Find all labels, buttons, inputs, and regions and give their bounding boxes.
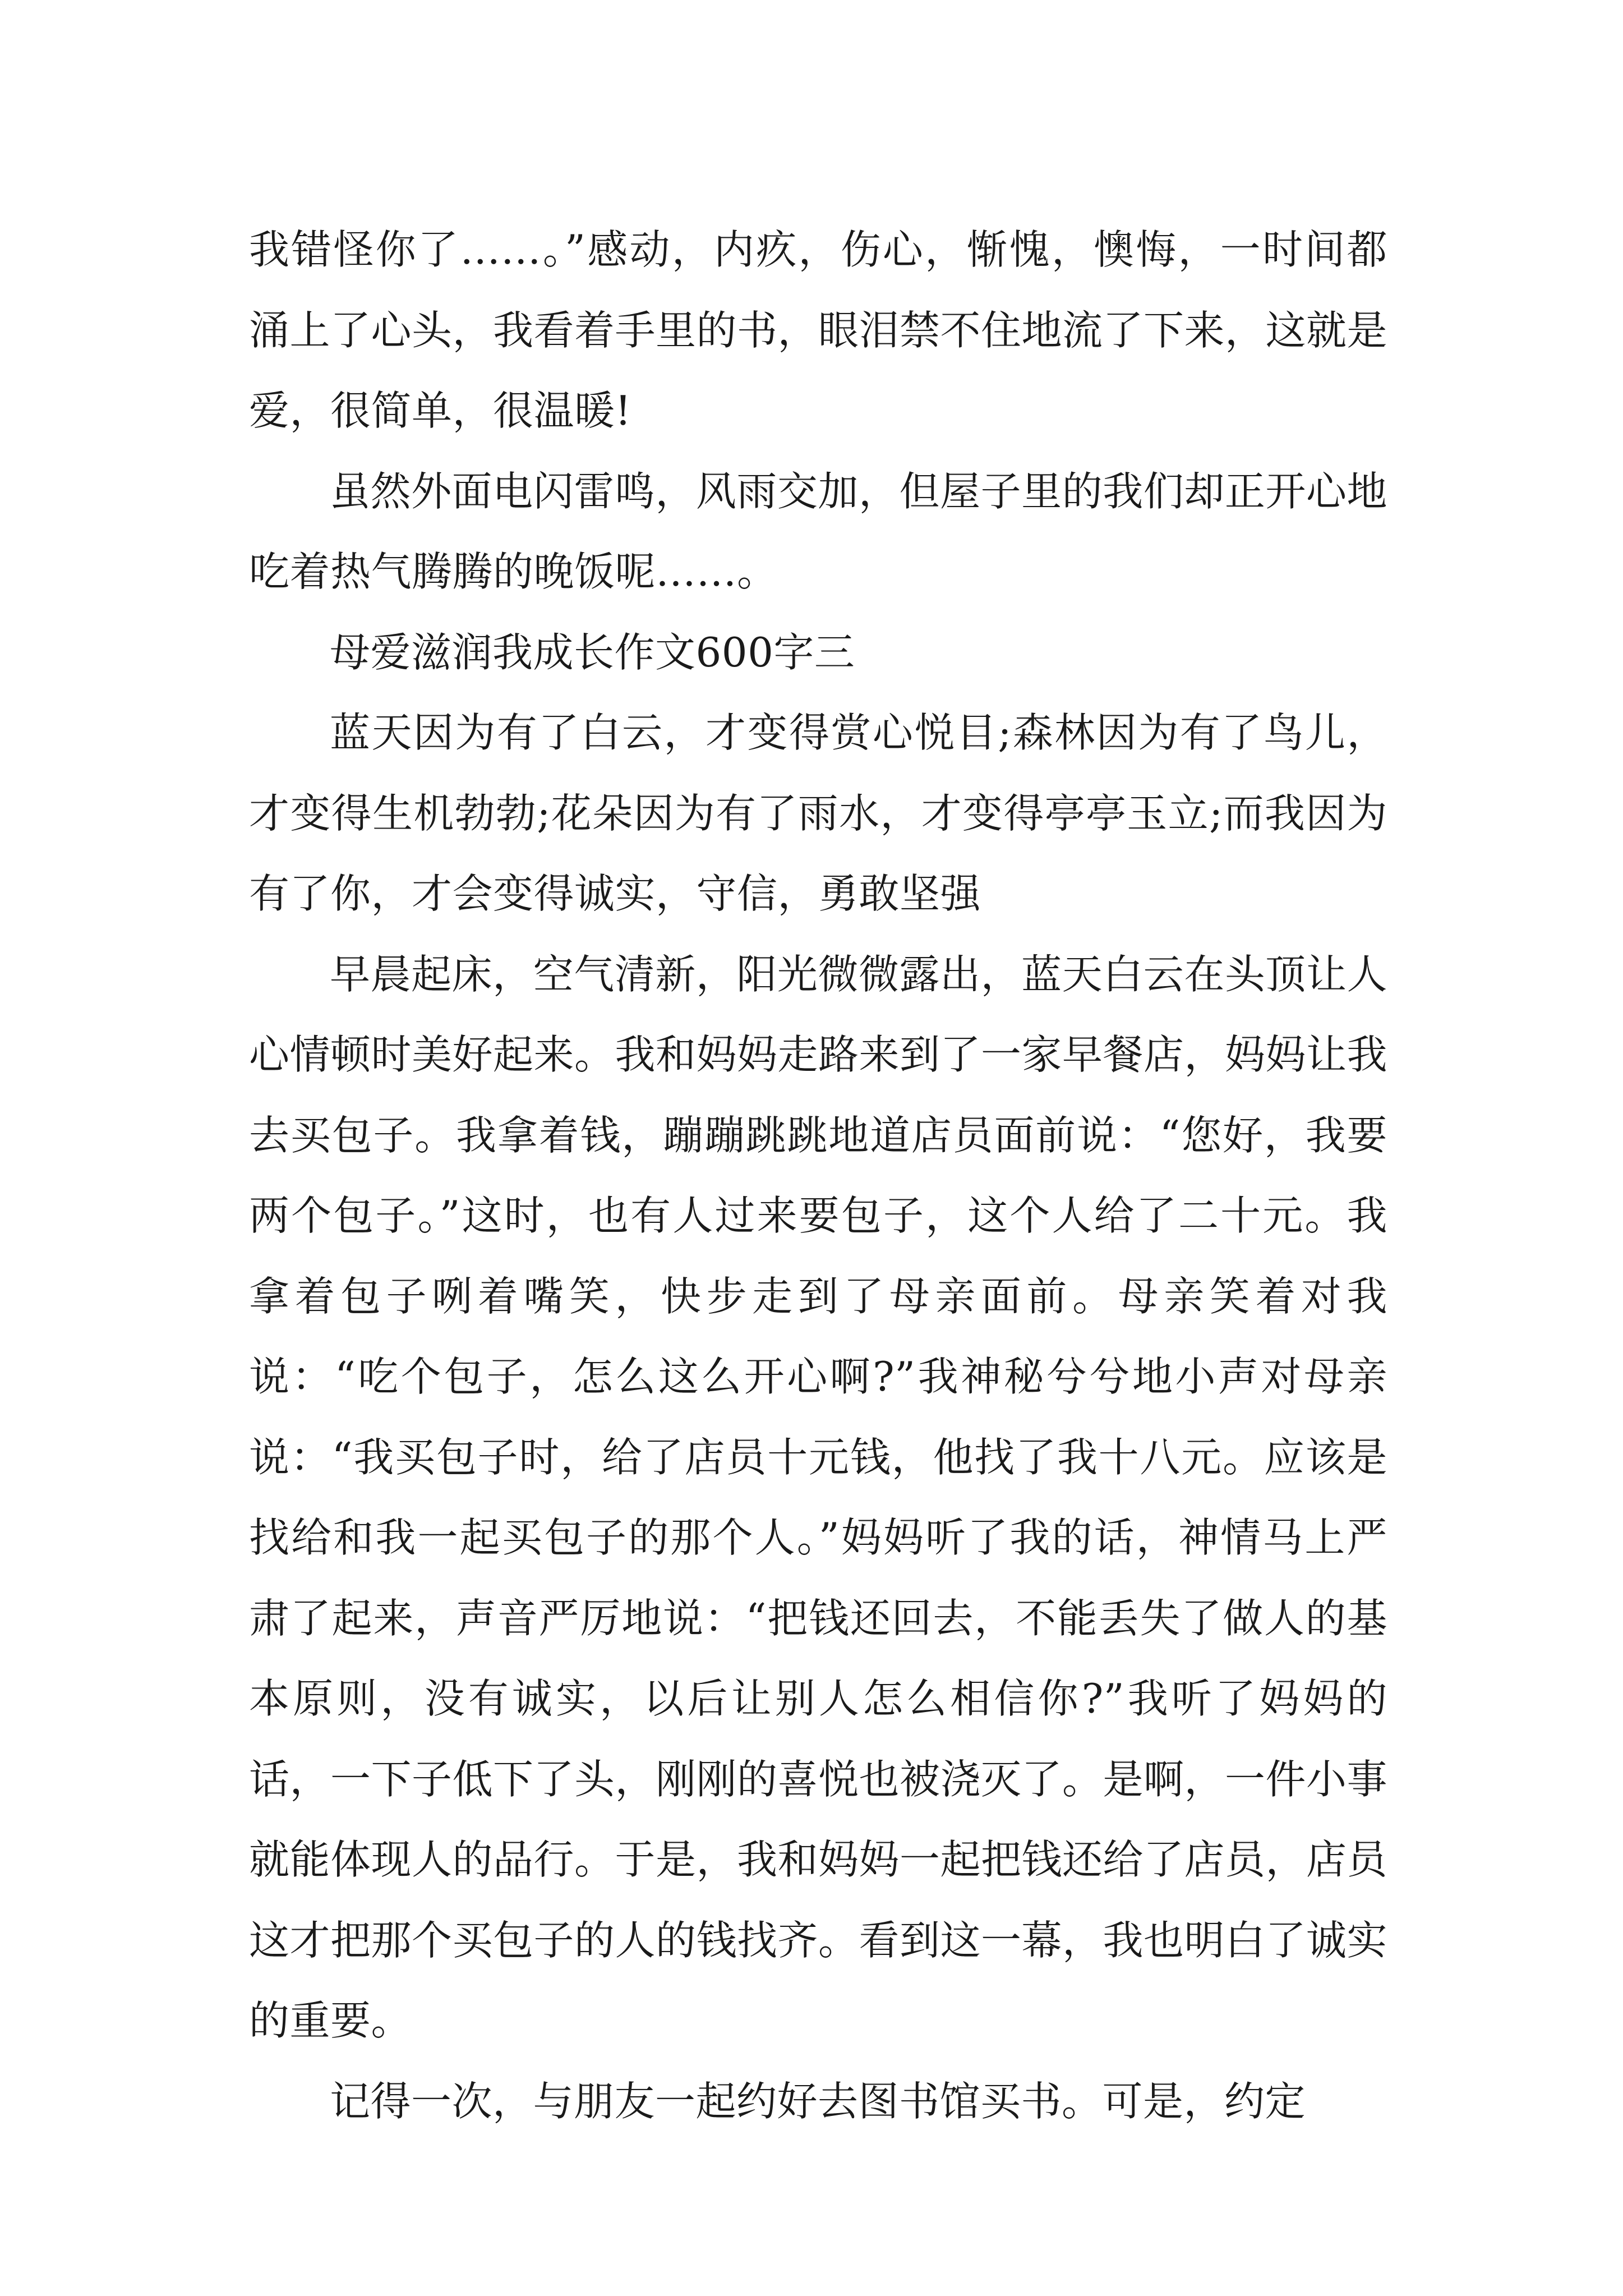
section-heading: 母爱滋润我成长作文600字三 (330, 628, 855, 676)
article-body (249, 210, 1387, 2142)
paragraph: 记得一次，与朋友一起约好去图书馆买书。可是，约定 (330, 2077, 1306, 2125)
paragraph-continuation: 我错怪你了……。”感动，内疚，伤心，惭愧，懊悔，一时间都涌上了心头，我看着手里的书，眼泪禁不住地流了下来，这就是爱，很简单，很温暖! (249, 226, 1388, 434)
paragraph: 虽然外面电闪雷鸣，风雨交加，但屋子里的我们却正开心地吃着热气腾腾的晚饭呢……。 (249, 467, 1387, 595)
paragraph: 蓝天因为有了白云，才变得赏心悦目;森林因为有了鸟儿，才变得生机勃勃;花朵因为有了雨水，才变得亭亭玉立;而我因为有了你，才会变得诚实，守信，勇敢坚强 (249, 709, 1387, 917)
paragraph: 早晨起床，空气清新，阳光微微露出，蓝天白云在头顶让人心情顿时美好起来。我和妈妈走路来到了一家早餐店，妈妈让我去买包子。我拿着钱，蹦蹦跳跳地道店员面前说：“您好，我要两个包子。”这时，也有人过来要包子，这个人给了二十元。我拿着包子咧着嘴笑，快步走到了母亲面前。母亲笑着对我说：“吃个包子，怎么这么开心啊?”我神秘兮兮地小声对母亲说：“我买包子时，给了店员十元钱，他找了我十八元。应该是找给和我一起买包子的那个人。”妈妈听了我的话，神情马上严肃了起来，声音严厉地说：“把钱还回去，不能丢失了做人的基本原则，没有诚实，以后让别人怎么相信你?”我听了妈妈的话，一下子低下了头，刚刚的喜悦也被浇灭了。是啊，一件小事就能体现人的品行。于是，我和妈妈一起把钱还给了店员，店员这才把那个买包子的人的钱找齐。看到这一幕，我也明白了诚实的重要。 (249, 950, 1388, 2044)
